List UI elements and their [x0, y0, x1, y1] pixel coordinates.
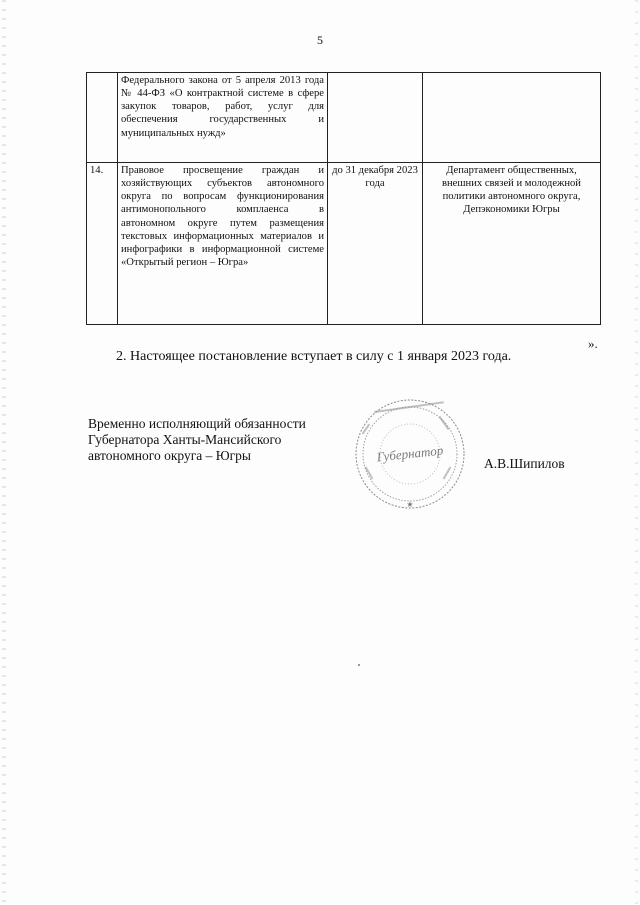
seal-star-icon: ★: [406, 500, 414, 509]
table-row: [87, 73, 601, 163]
scan-artifact: [358, 664, 360, 666]
signatory-name: А.В.Шипилов: [484, 456, 565, 471]
row-action-text: Федерального закона от 5 апреля 2013 года № 44-ФЗ «О контрактной системе в сфере закупок товаров, работ, услуг для обеспечения государственных и муниципальных нужд»: [121, 75, 324, 139]
row-action: [118, 163, 328, 325]
seal-inscription: Губернатор: [375, 442, 444, 465]
official-seal: [340, 394, 480, 514]
row-deadline: до 31 декабря 2023 года: [328, 163, 423, 325]
signatory-title: Временно исполняющий обязанности Губернатора Ханты-Мансийского автономного округа – Югры: [88, 416, 306, 464]
resolution-paragraph: 2. Настоящее постановление вступает в силу с 1 января 2023 года.: [116, 349, 512, 364]
scan-edge-left: [2, 0, 6, 905]
row-executor: Департамент общественных, внешних связей и молодежной политики автономного округа, Депэкономики Югры: [423, 163, 601, 325]
closing-quote: ».: [588, 336, 598, 351]
page-number: 5: [317, 33, 323, 47]
row-number: 14.: [87, 163, 118, 325]
row-executor: [423, 73, 601, 163]
measures-table: [86, 72, 601, 325]
row-number: [87, 73, 118, 163]
row-action-text: Правовое просвещение граждан и хозяйствующих субъектов автономного округа по вопросам функционирования антимонопольного комплаенса в автономном округе путем размещения текстовых информационных материалов и инфографики в информационной системе «Открытый регион – Югра»: [121, 165, 324, 268]
row-deadline: [328, 73, 423, 163]
scan-edge-right: [635, 0, 638, 905]
table-row: [87, 163, 601, 325]
row-action: [118, 73, 328, 163]
